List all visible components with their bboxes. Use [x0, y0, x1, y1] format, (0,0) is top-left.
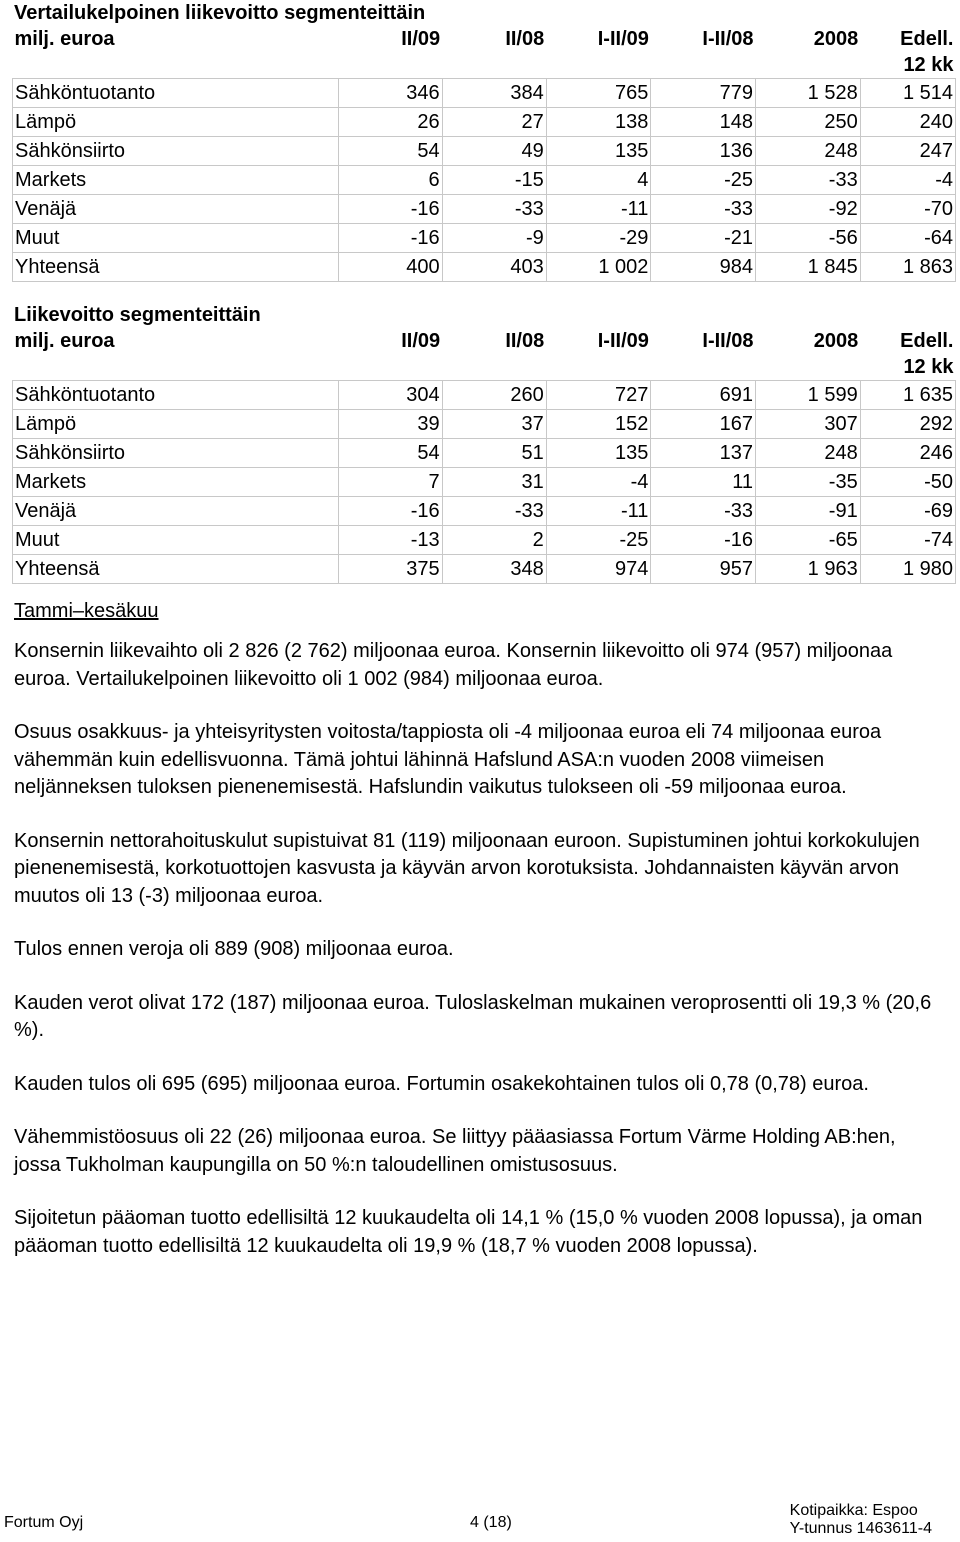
table-cell: -33: [442, 195, 546, 224]
header-col: 2008: [813, 330, 859, 352]
header-col-last: [860, 328, 955, 381]
table-cell: 307: [756, 410, 861, 439]
paragraph-returns: Sijoitetun pääoman tuotto edellisiltä 12 kuukaudelta oli 14,1 % (15,0 % vuoden 2008 lopussa), ja oman pääoman tuotto edellisiltä 12 kuukaudelta oli 19,9 % (18,7 % vuoden 2008 lopussa).: [14, 1207, 923, 1257]
table-cell: 765: [546, 79, 651, 108]
table-cell: -64: [860, 224, 955, 253]
table-row: [13, 195, 956, 224]
header-col-last-line2: 12 kk: [903, 54, 954, 76]
table-cell: 152: [546, 410, 651, 439]
row-label: Lämpö: [13, 108, 339, 137]
table-cell: 974: [546, 555, 651, 584]
table-cell: -70: [860, 195, 955, 224]
table-cell: 727: [546, 381, 651, 410]
table-row: [13, 137, 956, 166]
table-cell: -15: [442, 166, 546, 195]
paragraph-pretax: Tulos ennen veroja oli 889 (908) miljoonaa euroa.: [14, 938, 454, 960]
table-cell: 1 002: [546, 253, 651, 282]
table-cell: 2: [442, 526, 546, 555]
table2-header-row: [13, 328, 956, 381]
header-col: I-II/09: [597, 28, 649, 50]
section-heading: Tammi–kesäkuu: [14, 600, 159, 622]
table-cell: 7: [338, 468, 442, 497]
table-cell: -33: [651, 497, 756, 526]
footer-company: Fortum Oyj: [4, 1514, 84, 1531]
table-row: [13, 253, 956, 282]
row-label: Venäjä: [13, 497, 339, 526]
header-col-last-line1: Edell.: [900, 330, 954, 352]
header-col: I-II/08: [702, 330, 754, 352]
header-col: II/09: [401, 330, 441, 352]
row-label: Muut: [13, 526, 339, 555]
table-cell: 779: [651, 79, 756, 108]
table2: [12, 328, 956, 584]
table-cell: -69: [860, 497, 955, 526]
table-row: [13, 555, 956, 584]
table-cell: -16: [651, 526, 756, 555]
table-cell: 27: [442, 108, 546, 137]
table-cell: -4: [546, 468, 651, 497]
table-cell: -25: [651, 166, 756, 195]
table-cell: 292: [860, 410, 955, 439]
table-row: [13, 166, 956, 195]
table-cell: -33: [442, 497, 546, 526]
paragraph-taxes: Kauden verot olivat 172 (187) miljoonaa euroa. Tuloslaskelman mukainen veroprosentti oli 19,3 % (20,6 %).: [14, 991, 932, 1041]
table-cell: -65: [756, 526, 861, 555]
header-col: 2008: [813, 28, 859, 50]
table-cell: 54: [338, 439, 442, 468]
table-cell: 1 980: [860, 555, 955, 584]
table-cell: 54: [338, 137, 442, 166]
table-cell: 348: [442, 555, 546, 584]
table-cell: 137: [651, 439, 756, 468]
table-cell: 260: [442, 381, 546, 410]
table-cell: 26: [338, 108, 442, 137]
table2-title: Liikevoitto segmenteittäin: [14, 304, 261, 326]
table-cell: 375: [338, 555, 442, 584]
footer-registration: [790, 1502, 932, 1538]
table-cell: -16: [338, 224, 442, 253]
footer-business-id: Y-tunnus 1463611-4: [789, 1520, 932, 1537]
table-cell: -29: [546, 224, 651, 253]
table-cell: 1 528: [756, 79, 861, 108]
table-cell: -92: [756, 195, 861, 224]
header-col-last-line2: 12 kk: [903, 356, 954, 378]
paragraph-revenue: Konsernin liikevaihto oli 2 826 (2 762) miljoonaa euroa. Konsernin liikevoitto oli 974 (957) miljoonaa euroa. Vertailukelpoinen liikevoitto oli 1 002 (984) miljoonaa euroa.: [14, 640, 893, 690]
table-row: [13, 410, 956, 439]
header-unit: milj. euroa: [14, 330, 115, 352]
page-footer: [0, 1492, 960, 1542]
table-cell: -16: [338, 195, 442, 224]
table-cell: 135: [546, 439, 651, 468]
table-cell: -33: [651, 195, 756, 224]
row-label: Markets: [13, 166, 339, 195]
table-cell: -11: [546, 497, 651, 526]
row-label: Sähkönsiirto: [13, 137, 339, 166]
table-cell: 148: [651, 108, 756, 137]
table-cell: 957: [651, 555, 756, 584]
table-cell: 4: [546, 166, 651, 195]
table-cell: -11: [546, 195, 651, 224]
footer-domicile: Kotipaikka: Espoo: [789, 1502, 918, 1519]
row-label: Sähkönsiirto: [13, 439, 339, 468]
table-cell: 691: [651, 381, 756, 410]
row-label: Venäjä: [13, 195, 339, 224]
table-cell: 346: [338, 79, 442, 108]
table-cell: 400: [338, 253, 442, 282]
table-cell: 248: [756, 137, 861, 166]
row-label: Yhteensä: [13, 253, 339, 282]
paragraph-result: Kauden tulos oli 695 (695) miljoonaa euroa. Fortumin osakekohtainen tulos oli 0,78 (0,78) euroa.: [14, 1072, 869, 1095]
table-cell: 250: [756, 108, 861, 137]
row-label: Yhteensä: [13, 555, 339, 584]
table1: [12, 26, 956, 282]
table-cell: 247: [860, 137, 955, 166]
table-row: [13, 439, 956, 468]
table-row: [13, 224, 956, 253]
table-cell: -50: [860, 468, 955, 497]
table-cell: 304: [338, 381, 442, 410]
table-row: [13, 497, 956, 526]
table-cell: -21: [651, 224, 756, 253]
footer-page-number: 4 (18): [470, 1514, 512, 1531]
table-cell: 6: [338, 166, 442, 195]
table-cell: 1 599: [756, 381, 861, 410]
table-cell: 1 635: [860, 381, 955, 410]
table-cell: -16: [338, 497, 442, 526]
table-cell: 11: [651, 468, 756, 497]
table1-header-row: [13, 26, 956, 79]
header-col-last-line1: Edell.: [900, 28, 954, 50]
table-cell: -25: [546, 526, 651, 555]
table-cell: -9: [442, 224, 546, 253]
header-col-last: [860, 26, 955, 79]
table-cell: 51: [442, 439, 546, 468]
table-cell: -74: [860, 526, 955, 555]
paragraph-minority: Vähemmistöosuus oli 22 (26) miljoonaa euroa. Se liittyy pääasiassa Fortum Värme Holding AB:hen, jossa Tukholman kaupungilla on 50 %:n taloudellinen omistusosuus.: [14, 1126, 896, 1176]
table-row: [13, 108, 956, 137]
table-row: [13, 526, 956, 555]
table-cell: 136: [651, 137, 756, 166]
row-label: Muut: [13, 224, 339, 253]
table-cell: 167: [651, 410, 756, 439]
header-col: II/08: [505, 28, 545, 50]
row-label: Lämpö: [13, 410, 339, 439]
table-cell: -56: [756, 224, 861, 253]
table-cell: 984: [651, 253, 756, 282]
table-cell: 37: [442, 410, 546, 439]
table-cell: -13: [338, 526, 442, 555]
table-cell: 135: [546, 137, 651, 166]
table-cell: 39: [338, 410, 442, 439]
row-label: Sähköntuotanto: [13, 381, 339, 410]
table-cell: -35: [756, 468, 861, 497]
table-cell: 31: [442, 468, 546, 497]
table-cell: 246: [860, 439, 955, 468]
table-cell: 1 863: [860, 253, 955, 282]
table-cell: 49: [442, 137, 546, 166]
table-cell: 384: [442, 79, 546, 108]
paragraph-associates: Osuus osakkuus- ja yhteisyritysten voitosta/tappiosta oli -4 miljoonaa euroa eli 74 miljoonaa euroa vähemmän kuin edellisvuonna. Tämä johtui lähinnä Hafslund ASA:n vuoden 2008 viimeisen neljänneksen tuloksen pienenemisestä. Hafslundin vaikutus tulokseen oli -59 miljoonaa euroa.: [14, 721, 882, 798]
row-label: Sähköntuotanto: [13, 79, 339, 108]
table-cell: 1 963: [756, 555, 861, 584]
table-cell: -91: [756, 497, 861, 526]
header-col: I-II/08: [702, 28, 754, 50]
table-cell: -33: [756, 166, 861, 195]
table-cell: -4: [860, 166, 955, 195]
table-cell: 248: [756, 439, 861, 468]
table-cell: 138: [546, 108, 651, 137]
paragraph-financing: Konsernin nettorahoituskulut supistuivat 81 (119) miljoonaan euroon. Supistuminen johtui korkokulujen pienenemisestä, korkotuottojen kasvusta ja käyvän arvon korotuksista. Johdannaisten käyvän arvon muutos oli 13 (-3) miljoonaa euroa.: [14, 829, 920, 907]
table-row: [13, 468, 956, 497]
header-unit: milj. euroa: [14, 28, 115, 50]
table-row: [13, 79, 956, 108]
table1-title: Vertailukelpoinen liikevoitto segmenteittäin: [14, 2, 426, 24]
header-col: II/08: [505, 330, 545, 352]
table-cell: 403: [442, 253, 546, 282]
table-row: [13, 381, 956, 410]
row-label: Markets: [13, 468, 339, 497]
header-col: II/09: [401, 28, 441, 50]
table-cell: 1 514: [860, 79, 955, 108]
table-cell: 1 845: [756, 253, 861, 282]
header-col: I-II/09: [597, 330, 649, 352]
table-cell: 240: [860, 108, 955, 137]
